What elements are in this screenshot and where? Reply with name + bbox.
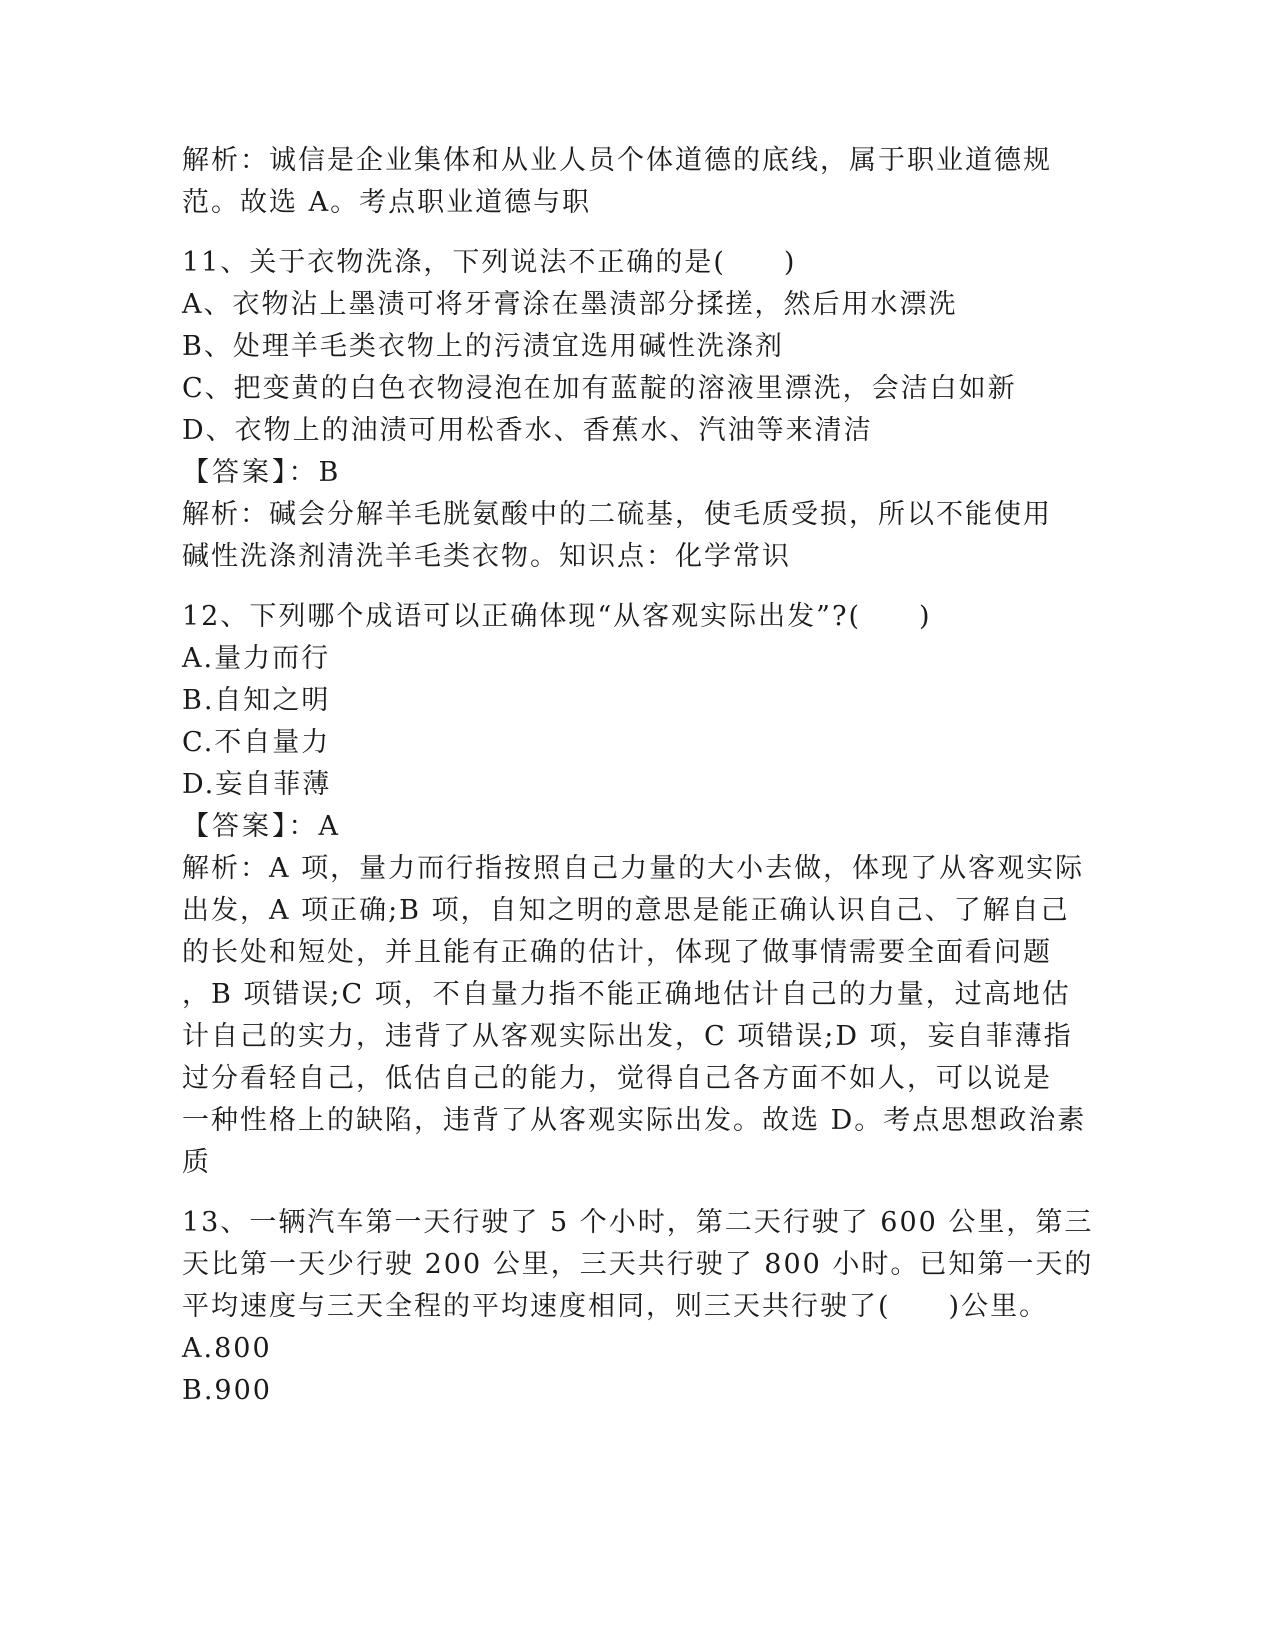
analysis-line: 一种性格上的缺陷，违背了从客观实际出发。故选 D。考点思想政治素 (182, 1105, 1087, 1136)
question-13 (182, 1202, 1094, 1412)
answer-line: 【答案】：B (182, 457, 342, 488)
question-stem: 平均速度与三天全程的平均速度相同，则三天共行驶了( )公里。 (182, 1291, 1049, 1322)
analysis-line: ，B 项错误;C 项，不自量力指不能正确地估计自己的力量，过高地估 (182, 979, 1071, 1010)
analysis-line: 计自己的实力，违背了从客观实际出发，C 项错误;D 项，妄自菲薄指 (182, 1021, 1073, 1052)
option-b: B.900 (182, 1375, 272, 1406)
analysis-line: 过分看轻自己，低估自己的能力，觉得自己各方面不如人，可以说是 (182, 1063, 1052, 1094)
question-stem: 天比第一天少行驶 200 公里，三天共行驶了 800 小时。已知第一天的 (182, 1249, 1094, 1280)
analysis-line: 解析：诚信是企业集体和从业人员个体道德的底线，属于职业道德规 (182, 145, 1052, 176)
option-c: C、把变黄的白色衣物浸泡在加有蓝靛的溶液里漂洗，会洁白如新 (182, 373, 1017, 404)
question-stem: 12、下列哪个成语可以正确体现“从客观实际出发”?( ) (182, 601, 932, 632)
option-a: A.800 (182, 1333, 272, 1364)
option-a: A、衣物沾上墨渍可将牙膏涂在墨渍部分揉搓，然后用水漂洗 (182, 289, 958, 320)
analysis-block (182, 140, 1082, 224)
analysis-line: 范。故选 A。考点职业道德与职 (182, 187, 592, 218)
analysis-line: 解析：碱会分解羊毛胱氨酸中的二硫基，使毛质受损，所以不能使用 (182, 499, 1052, 530)
option-a: A.量力而行 (182, 643, 331, 674)
analysis-line: 出发，A 项正确;B 项，自知之明的意思是能正确认识自己、了解自己 (182, 895, 1070, 926)
option-b: B、处理羊毛类衣物上的污渍宜选用碱性洗涤剂 (182, 331, 784, 362)
option-d: D.妄自菲薄 (182, 769, 332, 800)
option-b: B.自知之明 (182, 685, 331, 716)
analysis-line: 解析：A 项，量力而行指按照自己力量的大小去做，体现了从客观实际 (182, 853, 1085, 884)
question-stem: 13、一辆汽车第一天行驶了 5 个小时，第二天行驶了 600 公里，第三 (182, 1207, 1094, 1238)
question-stem: 11、关于衣物洗涤，下列说法不正确的是( ) (182, 247, 797, 278)
answer-line: 【答案】：A (182, 811, 341, 842)
question-12 (182, 596, 1087, 1184)
question-11 (182, 242, 1082, 578)
analysis-line: 碱性洗涤剂清洗羊毛类衣物。知识点：化学常识 (182, 541, 791, 572)
analysis-line: 质 (182, 1147, 211, 1178)
option-d: D、衣物上的油渍可用松香水、香蕉水、汽油等来清洁 (182, 415, 873, 446)
document-page (182, 140, 1094, 1412)
analysis-line: 的长处和短处，并且能有正确的估计，体现了做事情需要全面看问题 (182, 937, 1052, 968)
option-c: C.不自量力 (182, 727, 331, 758)
